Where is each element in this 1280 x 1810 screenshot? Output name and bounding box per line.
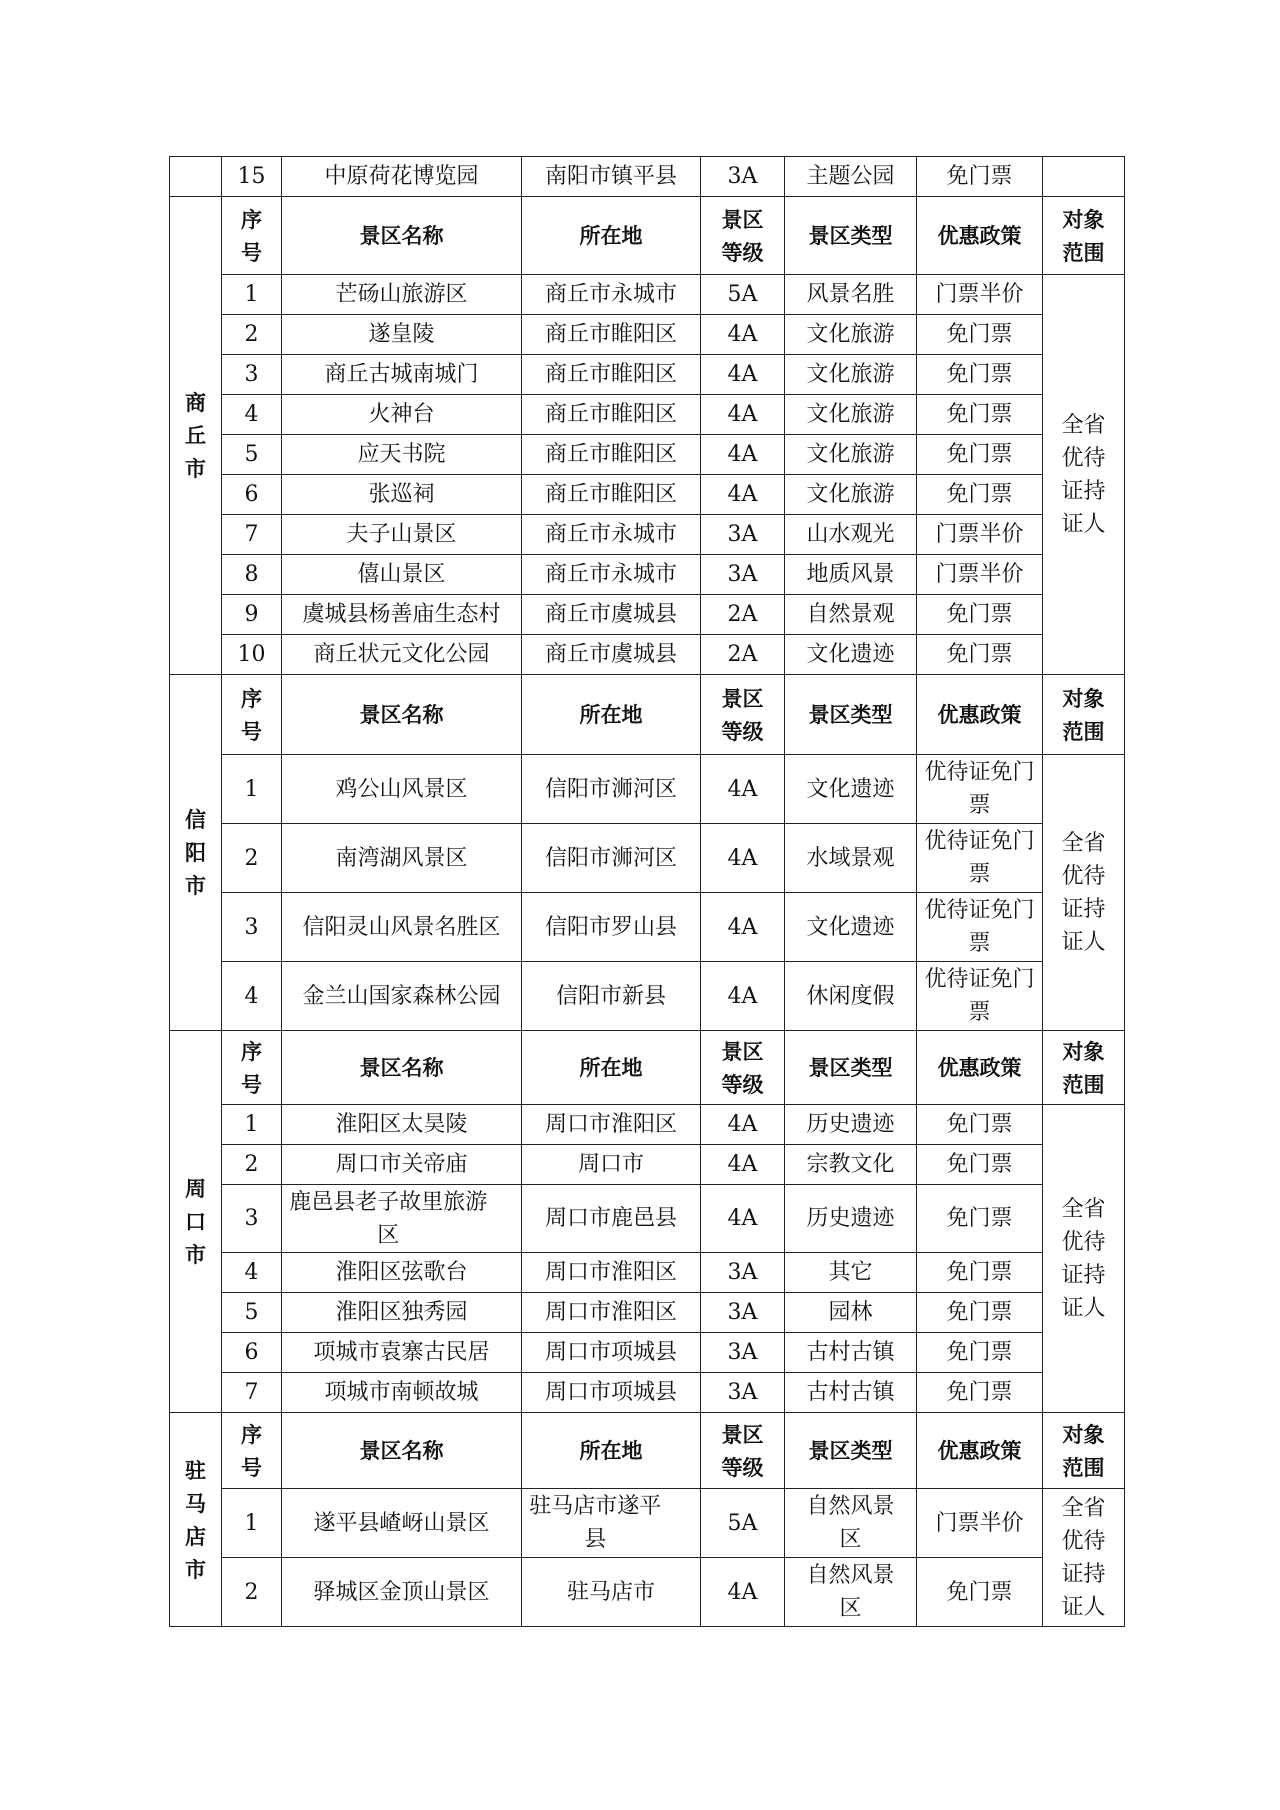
policy-cell: 门票半价: [917, 1489, 1043, 1558]
seq-cell: 1: [222, 275, 282, 315]
header-location: 所在地: [522, 1031, 701, 1105]
name-cell: 项城市南顿故城: [282, 1373, 522, 1413]
location-cell: 商丘市睢阳区: [522, 435, 701, 475]
location-cell: 信阳市浉河区: [522, 755, 701, 824]
type-cell: 文化旅游: [785, 315, 917, 355]
seq-cell: 2: [222, 1558, 282, 1627]
policy-cell: 免门票: [917, 635, 1043, 675]
grade-cell: 4A: [701, 315, 785, 355]
name-cell: 周口市关帝庙: [282, 1145, 522, 1185]
location-cell: 商丘市永城市: [522, 275, 701, 315]
header-policy: 优惠政策: [917, 675, 1043, 755]
table-row: [170, 355, 1125, 395]
seq-cell: 15: [222, 157, 282, 197]
type-cell: 自然风景区: [785, 1489, 917, 1558]
table-row: [170, 595, 1125, 635]
seq-cell: 5: [222, 435, 282, 475]
header-name: 景区名称: [282, 197, 522, 275]
location-cell: 商丘市永城市: [522, 555, 701, 595]
city-cell: 驻马店市: [170, 1413, 222, 1627]
location-cell: 信阳市浉河区: [522, 824, 701, 893]
seq-cell: 4: [222, 962, 282, 1031]
scope-cell: 全省优待证持证人: [1043, 1105, 1125, 1413]
grade-cell: 4A: [701, 755, 785, 824]
seq-cell: 3: [222, 355, 282, 395]
location-cell: 驻马店市遂平县: [522, 1489, 701, 1558]
policy-cell: 免门票: [917, 1333, 1043, 1373]
type-cell: 文化旅游: [785, 435, 917, 475]
location-cell: 商丘市睢阳区: [522, 475, 701, 515]
table-row: [170, 1489, 1125, 1558]
policy-cell: 免门票: [917, 1185, 1043, 1253]
location-cell: 周口市淮阳区: [522, 1105, 701, 1145]
table-row: [170, 515, 1125, 555]
header-name: 景区名称: [282, 675, 522, 755]
location-cell: 周口市项城县: [522, 1333, 701, 1373]
policy-cell: 优待证免门票: [917, 962, 1043, 1031]
table-row: [170, 395, 1125, 435]
location-cell: 驻马店市: [522, 1558, 701, 1627]
grade-cell: 4A: [701, 962, 785, 1031]
policy-cell: 免门票: [917, 315, 1043, 355]
name-cell: 商丘状元文化公园: [282, 635, 522, 675]
location-cell: 商丘市睢阳区: [522, 315, 701, 355]
seq-cell: 9: [222, 595, 282, 635]
seq-cell: 7: [222, 515, 282, 555]
name-cell: 中原荷花博览园: [282, 157, 522, 197]
header-scope: 对象范围: [1043, 1413, 1125, 1489]
header-location: 所在地: [522, 197, 701, 275]
policy-cell: 免门票: [917, 355, 1043, 395]
header-seq: 序号: [222, 1031, 282, 1105]
type-cell: 其它: [785, 1253, 917, 1293]
policy-cell: 免门票: [917, 157, 1043, 197]
grade-cell: 4A: [701, 824, 785, 893]
table-row: [170, 962, 1125, 1031]
seq-cell: 10: [222, 635, 282, 675]
location-cell: 商丘市睢阳区: [522, 355, 701, 395]
grade-cell: 4A: [701, 435, 785, 475]
grade-cell: 2A: [701, 595, 785, 635]
header-seq: 序号: [222, 1413, 282, 1489]
policy-cell: 免门票: [917, 1373, 1043, 1413]
header-type: 景区类型: [785, 197, 917, 275]
type-cell: 自然风景区: [785, 1558, 917, 1627]
table-row: [170, 755, 1125, 824]
header-grade: 景区等级: [701, 1413, 785, 1489]
header-scope: 对象范围: [1043, 675, 1125, 755]
policy-cell: 优待证免门票: [917, 824, 1043, 893]
grade-cell: 3A: [701, 1333, 785, 1373]
seq-cell: 5: [222, 1293, 282, 1333]
seq-cell: 1: [222, 1489, 282, 1558]
table-row: [170, 1558, 1125, 1627]
header-name: 景区名称: [282, 1413, 522, 1489]
header-location: 所在地: [522, 675, 701, 755]
grade-cell: 3A: [701, 515, 785, 555]
table-row: [170, 315, 1125, 355]
name-cell: 鸡公山风景区: [282, 755, 522, 824]
location-cell: 周口市项城县: [522, 1373, 701, 1413]
header-row: [170, 675, 1125, 755]
header-name: 景区名称: [282, 1031, 522, 1105]
name-cell: 金兰山国家森林公园: [282, 962, 522, 1031]
policy-cell: 优待证免门票: [917, 755, 1043, 824]
header-policy: 优惠政策: [917, 197, 1043, 275]
table-row: [170, 275, 1125, 315]
seq-cell: 3: [222, 1185, 282, 1253]
name-cell: 夫子山景区: [282, 515, 522, 555]
seq-cell: 2: [222, 315, 282, 355]
scope-cell: 全省优待证持证人: [1043, 1489, 1125, 1627]
policy-cell: 免门票: [917, 395, 1043, 435]
scope-cell: 全省优待证持证人: [1043, 755, 1125, 1031]
name-cell: 僖山景区: [282, 555, 522, 595]
policy-cell: 免门票: [917, 1253, 1043, 1293]
policy-cell: 门票半价: [917, 555, 1043, 595]
location-cell: 周口市: [522, 1145, 701, 1185]
name-cell: 虞城县杨善庙生态村: [282, 595, 522, 635]
grade-cell: 3A: [701, 1373, 785, 1413]
grade-cell: 4A: [701, 1185, 785, 1253]
table-row: [170, 1253, 1125, 1293]
name-cell: 商丘古城南城门: [282, 355, 522, 395]
header-grade: 景区等级: [701, 197, 785, 275]
city-cell: 信阳市: [170, 675, 222, 1031]
name-cell: 鹿邑县老子故里旅游区: [282, 1185, 522, 1253]
grade-cell: 4A: [701, 475, 785, 515]
type-cell: 文化旅游: [785, 355, 917, 395]
name-cell: 张巡祠: [282, 475, 522, 515]
name-cell: 项城市袁寨古民居: [282, 1333, 522, 1373]
policy-cell: 免门票: [917, 1105, 1043, 1145]
type-cell: 历史遗迹: [785, 1105, 917, 1145]
seq-cell: 2: [222, 824, 282, 893]
location-cell: 商丘市睢阳区: [522, 395, 701, 435]
grade-cell: 4A: [701, 1558, 785, 1627]
seq-cell: 6: [222, 475, 282, 515]
location-cell: 周口市淮阳区: [522, 1293, 701, 1333]
type-cell: 地质风景: [785, 555, 917, 595]
policy-cell: 优待证免门票: [917, 893, 1043, 962]
type-cell: 文化遗迹: [785, 893, 917, 962]
grade-cell: 4A: [701, 893, 785, 962]
seq-cell: 3: [222, 893, 282, 962]
type-cell: 山水观光: [785, 515, 917, 555]
scope-cell: [1043, 157, 1125, 197]
header-row: [170, 1031, 1125, 1105]
header-grade: 景区等级: [701, 675, 785, 755]
table-row: [170, 1185, 1125, 1253]
policy-cell: 免门票: [917, 475, 1043, 515]
location-cell: 南阳市镇平县: [522, 157, 701, 197]
name-cell: 驿城区金顶山景区: [282, 1558, 522, 1627]
name-cell: 南湾湖风景区: [282, 824, 522, 893]
city-cell: 周口市: [170, 1031, 222, 1413]
type-cell: 古村古镇: [785, 1333, 917, 1373]
header-type: 景区类型: [785, 675, 917, 755]
location-cell: 周口市淮阳区: [522, 1253, 701, 1293]
location-cell: 商丘市虞城县: [522, 635, 701, 675]
grade-cell: 4A: [701, 355, 785, 395]
type-cell: 水域景观: [785, 824, 917, 893]
city-cell: [170, 157, 222, 197]
location-cell: 商丘市虞城县: [522, 595, 701, 635]
table-row: [170, 1333, 1125, 1373]
location-cell: 商丘市永城市: [522, 515, 701, 555]
seq-cell: 6: [222, 1333, 282, 1373]
seq-cell: 2: [222, 1145, 282, 1185]
table-row: [170, 1293, 1125, 1333]
grade-cell: 5A: [701, 275, 785, 315]
seq-cell: 7: [222, 1373, 282, 1413]
header-seq: 序号: [222, 197, 282, 275]
grade-cell: 4A: [701, 1145, 785, 1185]
name-cell: 应天书院: [282, 435, 522, 475]
type-cell: 自然景观: [785, 595, 917, 635]
header-type: 景区类型: [785, 1031, 917, 1105]
grade-cell: 4A: [701, 395, 785, 435]
seq-cell: 8: [222, 555, 282, 595]
table-row: [170, 635, 1125, 675]
table-row: [170, 435, 1125, 475]
policy-cell: 门票半价: [917, 275, 1043, 315]
policy-cell: 免门票: [917, 1558, 1043, 1627]
location-cell: 信阳市罗山县: [522, 893, 701, 962]
name-cell: 芒砀山旅游区: [282, 275, 522, 315]
table-row: [170, 824, 1125, 893]
table-row: [170, 1145, 1125, 1185]
table-row: [170, 157, 1125, 197]
header-policy: 优惠政策: [917, 1413, 1043, 1489]
header-scope: 对象范围: [1043, 197, 1125, 275]
name-cell: 遂皇陵: [282, 315, 522, 355]
scope-cell: 全省优待证持证人: [1043, 275, 1125, 675]
grade-cell: 3A: [701, 157, 785, 197]
grade-cell: 3A: [701, 1253, 785, 1293]
policy-cell: 门票半价: [917, 515, 1043, 555]
seq-cell: 1: [222, 1105, 282, 1145]
seq-cell: 4: [222, 395, 282, 435]
grade-cell: 4A: [701, 1105, 785, 1145]
table-row: [170, 1105, 1125, 1145]
city-cell: 商丘市: [170, 197, 222, 675]
type-cell: 文化遗迹: [785, 755, 917, 824]
type-cell: 宗教文化: [785, 1145, 917, 1185]
header-location: 所在地: [522, 1413, 701, 1489]
header-grade: 景区等级: [701, 1031, 785, 1105]
grade-cell: 5A: [701, 1489, 785, 1558]
type-cell: 文化旅游: [785, 475, 917, 515]
table-row: [170, 555, 1125, 595]
header-seq: 序号: [222, 675, 282, 755]
header-type: 景区类型: [785, 1413, 917, 1489]
policy-cell: 免门票: [917, 1145, 1043, 1185]
type-cell: 主题公园: [785, 157, 917, 197]
table-row: [170, 893, 1125, 962]
grade-cell: 2A: [701, 635, 785, 675]
seq-cell: 1: [222, 755, 282, 824]
location-cell: 周口市鹿邑县: [522, 1185, 701, 1253]
name-cell: 淮阳区独秀园: [282, 1293, 522, 1333]
policy-cell: 免门票: [917, 435, 1043, 475]
grade-cell: 3A: [701, 1293, 785, 1333]
type-cell: 历史遗迹: [785, 1185, 917, 1253]
grade-cell: 3A: [701, 555, 785, 595]
policy-cell: 免门票: [917, 1293, 1043, 1333]
header-row: [170, 197, 1125, 275]
name-cell: 遂平县嵖岈山景区: [282, 1489, 522, 1558]
seq-cell: 4: [222, 1253, 282, 1293]
type-cell: 风景名胜: [785, 275, 917, 315]
table-row: [170, 1373, 1125, 1413]
type-cell: 文化遗迹: [785, 635, 917, 675]
header-policy: 优惠政策: [917, 1031, 1043, 1105]
header-scope: 对象范围: [1043, 1031, 1125, 1105]
name-cell: 火神台: [282, 395, 522, 435]
table-row: [170, 475, 1125, 515]
location-cell: 信阳市新县: [522, 962, 701, 1031]
type-cell: 古村古镇: [785, 1373, 917, 1413]
type-cell: 休闲度假: [785, 962, 917, 1031]
type-cell: 园林: [785, 1293, 917, 1333]
header-row: [170, 1413, 1125, 1489]
name-cell: 淮阳区弦歌台: [282, 1253, 522, 1293]
scenic-spot-table: [169, 156, 1125, 1627]
name-cell: 信阳灵山风景名胜区: [282, 893, 522, 962]
name-cell: 淮阳区太昊陵: [282, 1105, 522, 1145]
policy-cell: 免门票: [917, 595, 1043, 635]
type-cell: 文化旅游: [785, 395, 917, 435]
